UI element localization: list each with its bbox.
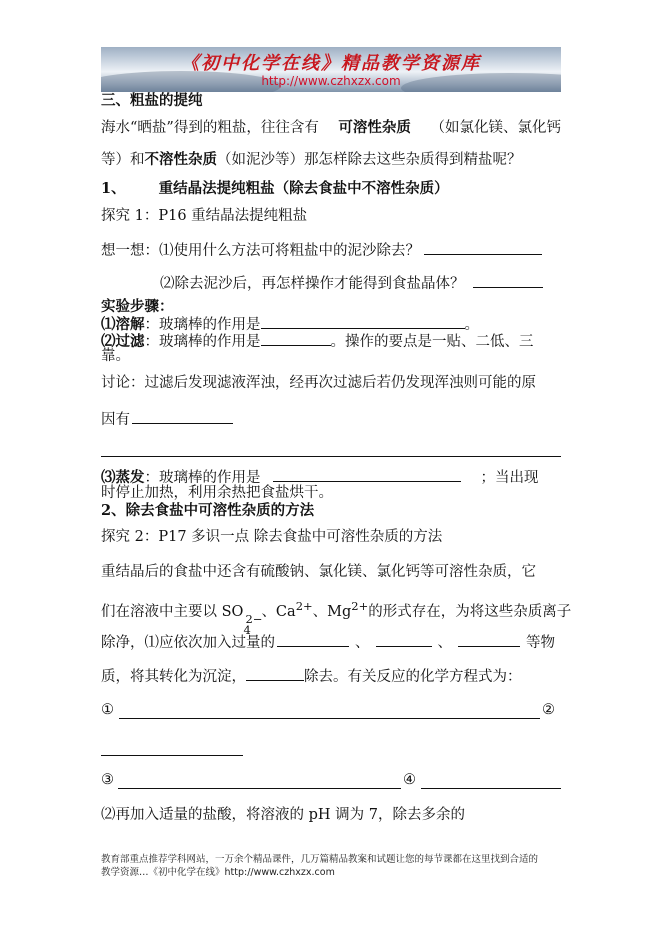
heading-text: 重结晶法提纯粗盐（除去食盐中不溶性杂质） <box>158 180 449 197</box>
heading-1 <box>101 180 449 198</box>
intro-text: 海水“晒盐”得到的粗盐，往往含有 <box>101 120 319 136</box>
para-text: 的形式存在，为将这些杂质离子 <box>368 603 572 620</box>
superscript: 2+ <box>295 599 313 613</box>
step-filter <box>101 331 561 351</box>
paragraph-last: ⑵再加入适量的盐酸，将溶液的 pH 调为 7，除去多余的 <box>101 807 465 823</box>
answer-blank[interactable] <box>424 240 542 255</box>
step-text: ：玻璃棒的作用是 <box>144 470 261 486</box>
para-text: 质，将其转化为沉淀， <box>101 669 246 685</box>
para-text: 除净，⑴应依次加入过量的 <box>101 635 275 651</box>
step-text: 。操作的要点是一贴、二低、三 <box>330 334 534 350</box>
step-filter-cont: 靠。 <box>101 348 130 364</box>
step-text: ：玻璃棒的作用是 <box>144 317 261 333</box>
think-question-2 <box>160 273 543 293</box>
para-text: 、 <box>437 635 452 651</box>
discussion-text: 因有 <box>101 412 130 428</box>
step-text: ：玻璃棒的作用是 <box>144 334 261 350</box>
answer-blank[interactable] <box>261 314 465 329</box>
equation-4-blank[interactable] <box>421 788 561 789</box>
intro-text: （如泥沙等）那怎样除去这些杂质得到精盐呢？ <box>217 152 522 168</box>
header-banner <box>101 47 561 92</box>
answer-blank[interactable] <box>261 331 331 346</box>
step-text: 。 <box>464 317 479 333</box>
explore-1: 探究 1：P16 重结晶法提纯粗盐 <box>101 208 308 224</box>
discussion-line-2 <box>101 409 233 429</box>
paragraph-line-2 <box>101 597 572 637</box>
heading-2: 2、除去食盐中可溶性杂质的方法 <box>101 502 315 519</box>
answer-blank[interactable] <box>246 666 304 681</box>
intro-text: 等）和 <box>101 152 145 168</box>
explore-2: 探究 2：P17 多识一点 除去食盐中可溶性杂质的方法 <box>101 529 443 545</box>
think-question-1 <box>101 240 542 260</box>
soluble-impurity: 可溶性杂质 <box>338 119 411 136</box>
answer-blank[interactable] <box>458 632 520 647</box>
para-text: 等物 <box>526 635 555 651</box>
paragraph-line-1: 重结晶后的食盐中还含有硫酸钠、氯化镁、氯化钙等可溶性杂质，它 <box>101 564 536 580</box>
para-text: 、 <box>355 635 370 651</box>
equation-1-blank[interactable] <box>119 718 540 719</box>
answer-line[interactable] <box>101 456 561 457</box>
equation-3: ③ <box>101 772 114 788</box>
answer-blank[interactable] <box>473 273 543 288</box>
section-title: 三、粗盐的提纯 <box>101 92 203 109</box>
equation-4: ④ <box>403 772 416 788</box>
step-label: ⑴溶解 <box>101 316 145 333</box>
footer <box>101 853 566 879</box>
equation-2-blank[interactable] <box>101 755 243 756</box>
question-text: ⑵除去泥沙后，再怎样操作才能得到食盐晶体？ <box>160 276 465 292</box>
equation-1: ① <box>101 702 114 718</box>
answer-blank[interactable] <box>132 409 233 424</box>
steps-title: 实验步骤： <box>101 298 174 315</box>
equation-2: ② <box>542 702 555 718</box>
answer-blank[interactable] <box>277 632 349 647</box>
step-evaporate-cont: 时停止加热，利用余热把食盐烘干。 <box>101 485 333 501</box>
step-text: ；当出现 <box>480 470 539 486</box>
intro-line-1 <box>101 119 561 137</box>
intro-text: （如氯化镁、氯化钙 <box>430 120 561 136</box>
answer-blank[interactable] <box>376 632 432 647</box>
paragraph-line-4 <box>101 666 522 686</box>
banner-url[interactable]: http://www.czhxzx.com <box>261 74 401 88</box>
subscript: 4 <box>243 622 251 637</box>
para-text: 们在溶液中主要以 SO <box>101 603 244 620</box>
para-text: 除去。有关反应的化学方程式为： <box>304 669 522 685</box>
step-label: ⑵过滤 <box>101 333 145 350</box>
banner-title: 《初中化学在线》精品教学资源库 <box>181 53 481 74</box>
step-label: ⑶蒸发 <box>101 469 145 486</box>
footer-line-1: 教育部重点推荐学科网站，一万余个精品课件，几万篇精品教案和试题让您的每节课都在这里找到合适的 <box>101 854 539 865</box>
intro-line-2 <box>101 151 522 169</box>
insoluble-impurity: 不溶性杂质 <box>144 151 217 168</box>
discussion-line-1: 讨论：过滤后发现滤液浑浊，经再次过滤后若仍发现浑浊则可能的原 <box>101 375 536 391</box>
question-text: 想一想：⑴使用什么方法可将粗盐中的泥沙除去？ <box>101 243 420 259</box>
answer-blank[interactable] <box>273 467 461 482</box>
superscript: 2− <box>245 611 263 626</box>
paragraph-line-3 <box>101 632 555 652</box>
heading-number: 1、 <box>101 180 126 197</box>
superscript: 2+ <box>351 599 369 613</box>
para-text: 、Ca <box>261 603 296 620</box>
equation-3-blank[interactable] <box>118 788 401 789</box>
footer-line-2: 教学资源…《初中化学在线》http://www.czhxzx.com <box>101 867 335 878</box>
para-text: 、Mg <box>312 603 352 620</box>
